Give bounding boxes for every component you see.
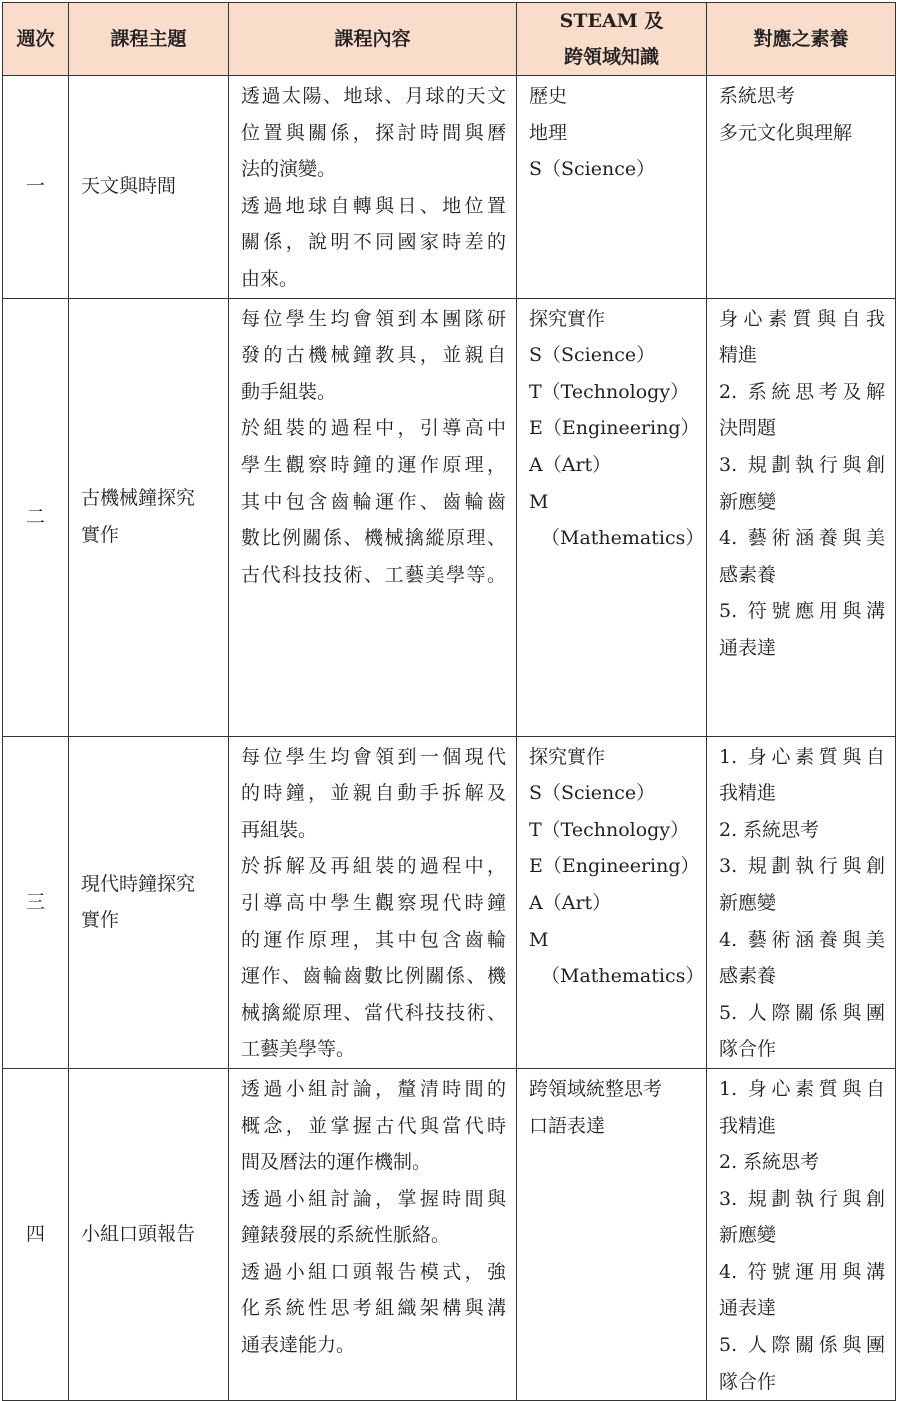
- steam-line: 歷史: [529, 85, 568, 107]
- competency-line: 新應變: [719, 1224, 777, 1247]
- competency-line: 感素養: [719, 563, 777, 586]
- topic-line: 天文與時間: [81, 175, 177, 198]
- content-line: 的運作原理，其中包含齒輪: [241, 928, 506, 951]
- content-line: 再組裝。: [241, 818, 318, 841]
- competency-line: 3. 規劃執行與創: [719, 453, 885, 476]
- competency-line: 4. 符號運用與溝: [719, 1260, 885, 1283]
- steam-line: 探究實作: [529, 745, 606, 768]
- topic-cell: [69, 76, 229, 299]
- steam-line: A（Art）: [529, 453, 612, 476]
- topic-line: 現代時鐘探究: [81, 872, 196, 895]
- competency-line: 3. 規劃執行與創: [719, 1187, 885, 1210]
- competency-line: 我精進: [719, 782, 777, 805]
- content-line: 透過小組口頭報告模式，強: [241, 1260, 506, 1283]
- content-line: 發的古機械鐘教具，並親自: [241, 344, 506, 367]
- content-line: 械擒縱原理、當代科技技術、: [241, 1001, 506, 1024]
- content-line: 概念，並掌握古代與當代時: [241, 1114, 506, 1137]
- content-line: 工藝美學等。: [241, 1038, 356, 1061]
- competency-cell: [707, 76, 896, 299]
- steam-line: 地理: [529, 121, 568, 144]
- steam-line: M: [529, 490, 549, 513]
- table-row: [3, 298, 896, 736]
- content-line: 運作、齒輪齒數比例關係、機: [241, 965, 506, 988]
- course-table: [2, 2, 896, 1401]
- content-line: 動手組裝。: [241, 380, 337, 403]
- steam-line: S（Science）: [529, 782, 656, 805]
- competency-cell: [707, 298, 896, 736]
- steam-line: 跨領域統整思考: [529, 1077, 663, 1100]
- competency-line: 多元文化與理解: [719, 121, 853, 144]
- competency-line: 新應變: [719, 490, 777, 513]
- steam-cell: [517, 736, 707, 1068]
- content-line: 化系統性思考組織架構與溝: [241, 1297, 506, 1320]
- steam-line: M: [529, 928, 549, 951]
- steam-line: S（Science）: [529, 344, 656, 367]
- competency-line: 新應變: [719, 891, 777, 914]
- competency-line: 我精進: [719, 1114, 777, 1137]
- table-row: [3, 1068, 896, 1400]
- steam-cell: [517, 298, 707, 736]
- steam-line: A（Art）: [529, 891, 612, 914]
- content-line: 由來。: [241, 267, 299, 290]
- competency-line: 感素養: [719, 965, 777, 988]
- competency-line: 隊合作: [719, 1038, 777, 1061]
- content-line: 學生觀察時鐘的運作原理，: [241, 453, 506, 476]
- topic-cell: [69, 736, 229, 1068]
- content-line: 數比例關係、機械擒縱原理、: [241, 527, 506, 550]
- competency-line: 2. 系統思考: [719, 1151, 820, 1174]
- content-line: 位置與關係，探討時間與曆: [241, 121, 506, 144]
- content-cell: [229, 1068, 517, 1400]
- header-topic: 課程主題: [69, 3, 229, 76]
- topic-line: 實作: [81, 524, 120, 547]
- content-line: 古代科技技術、工藝美學等。: [241, 563, 506, 586]
- header-steam: [517, 3, 707, 76]
- competency-line: 系統思考: [719, 85, 796, 107]
- content-line: 鐘錶發展的系統性脈絡。: [241, 1224, 451, 1247]
- content-line: 於組裝的過程中，引導高中: [241, 417, 506, 440]
- steam-line: E（Engineering）: [529, 855, 700, 878]
- topic-cell: [69, 1068, 229, 1400]
- content-line: 每位學生均會領到一個現代: [241, 745, 506, 768]
- steam-cell: [517, 76, 707, 299]
- steam-line: 探究實作: [529, 307, 606, 330]
- topic-line: 古機械鐘探究: [81, 487, 196, 510]
- header-competency: 對應之素養: [707, 3, 896, 76]
- competency-line: 2. 系統思考及解: [719, 380, 885, 403]
- week-cell: 一: [3, 76, 69, 299]
- competency-line: 5. 人際關係與團: [719, 1001, 885, 1024]
- competency-line: 隊合作: [719, 1370, 777, 1393]
- competency-line: 決問題: [719, 417, 777, 440]
- competency-line: 1. 身心素質與自: [719, 1077, 885, 1100]
- content-line: 的時鐘，並親自動手拆解及: [241, 782, 506, 805]
- steam-line: E（Engineering）: [529, 417, 700, 440]
- content-line: 透過小組討論，掌握時間與: [241, 1187, 506, 1210]
- topic-cell: [69, 298, 229, 736]
- competency-line: 通表達: [719, 636, 777, 659]
- header-row: [3, 3, 896, 76]
- content-cell: [229, 76, 517, 299]
- content-cell: [229, 736, 517, 1068]
- header-steam-line2: 跨領域知識: [563, 46, 659, 68]
- content-line: 法的演變。: [241, 158, 337, 181]
- competency-line: 5. 人際關係與團: [719, 1334, 885, 1357]
- steam-line: T（Technology）: [529, 818, 690, 841]
- competency-line: 1. 身心素質與自: [719, 745, 885, 768]
- header-steam-line1: STEAM 及: [559, 10, 664, 32]
- competency-line: 3. 規劃執行與創: [719, 855, 885, 878]
- table-row: [3, 736, 896, 1068]
- topic-line: 實作: [81, 909, 120, 932]
- competency-cell: [707, 1068, 896, 1400]
- week-cell: 四: [3, 1068, 69, 1400]
- competency-line: 2. 系統思考: [719, 818, 820, 841]
- week-cell: 三: [3, 736, 69, 1068]
- competency-line: 身心素質與自我: [719, 307, 885, 330]
- week-cell: 二: [3, 298, 69, 736]
- content-line: 關係，說明不同國家時差的: [241, 231, 506, 254]
- content-line: 透過太陽、地球、月球的天文: [241, 85, 506, 107]
- competency-line: 5. 符號應用與溝: [719, 600, 885, 623]
- topic-line: 小組口頭報告: [81, 1223, 196, 1246]
- steam-line: S（Science）: [529, 158, 656, 181]
- content-line: 每位學生均會領到本團隊研: [241, 307, 506, 330]
- competency-line: 通表達: [719, 1297, 777, 1320]
- steam-line: T（Technology）: [529, 380, 690, 403]
- content-line: 其中包含齒輪運作、齒輪齒: [241, 490, 506, 513]
- steam-line: （Mathematics）: [541, 527, 705, 550]
- content-line: 透過地球自轉與日、地位置: [241, 194, 506, 217]
- content-cell: [229, 298, 517, 736]
- steam-cell: [517, 1068, 707, 1400]
- content-line: 通表達能力。: [241, 1334, 356, 1357]
- header-content: 課程內容: [229, 3, 517, 76]
- competency-line: 精進: [719, 344, 758, 367]
- content-line: 於拆解及再組裝的過程中，: [241, 855, 506, 878]
- content-line: 間及曆法的運作機制。: [241, 1151, 432, 1174]
- competency-line: 4. 藝術涵養與美: [719, 928, 885, 951]
- competency-cell: [707, 736, 896, 1068]
- header-week: 週次: [3, 3, 69, 76]
- table-row: [3, 76, 896, 299]
- competency-line: 4. 藝術涵養與美: [719, 527, 885, 550]
- content-line: 引導高中學生觀察現代時鐘: [241, 891, 506, 914]
- steam-line: 口語表達: [529, 1114, 606, 1137]
- steam-line: （Mathematics）: [541, 965, 705, 988]
- content-line: 透過小組討論，釐清時間的: [241, 1077, 506, 1100]
